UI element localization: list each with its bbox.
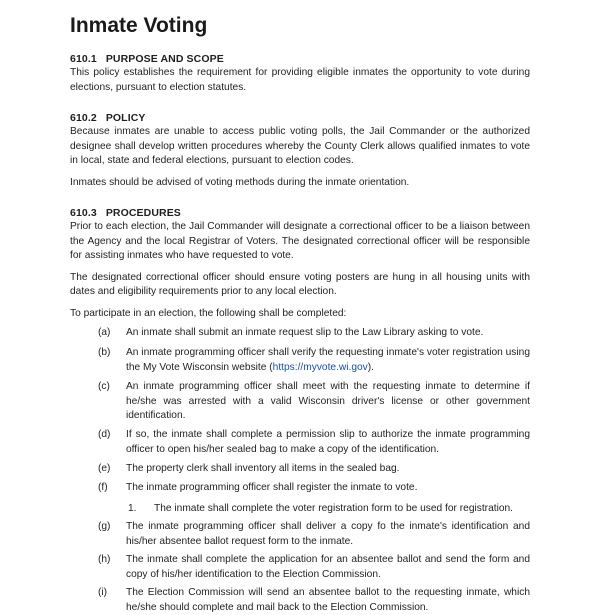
item-text: The inmate programming officer shall deliver a copy fo the inmate's identification and his/her absentee ballot request form to the inmate.: [126, 521, 530, 547]
section-heading: [70, 206, 530, 220]
list-item: [98, 553, 530, 582]
section-paragraph: Because inmates are unable to access public voting polls, the Jail Commander or the authorized designee shall develop written procedures whereby the County Clerk allows qualified inmates to vote in local, state and federal elections, pursuant to election codes.: [70, 126, 530, 166]
section-title: PURPOSE AND SCOPE: [105, 53, 224, 65]
item-label: (a): [98, 327, 111, 338]
list-item: [98, 481, 530, 496]
list-item: [98, 462, 530, 477]
item-text-after: ).: [367, 361, 375, 373]
item-text: [126, 346, 530, 375]
section-paragraph: The designated correctional officer should ensure voting posters are hung in all housing units with dates and eligibility requirements prior to any local election.: [70, 271, 530, 297]
section-procedures: [70, 206, 530, 321]
section-paragraph: Inmates should be advised of voting methods during the inmate orientation.: [70, 176, 410, 188]
section-policy: [70, 111, 530, 190]
section-purpose-and-scope: [70, 52, 530, 95]
list-item: [98, 380, 530, 424]
item-text: If so, the inmate shall complete a permission slip to authorize the inmate programming officer to open his/her sealed bag to make a copy of the identification.: [126, 429, 530, 455]
sub-list-item: [128, 502, 530, 517]
item-label: (b): [98, 347, 111, 358]
section-paragraph: Prior to each election, the Jail Commander will designate a correctional officer to be a liaison between the Agency and the local Registrar of Voters. The designated correctional officer will be responsible for assisting inmates who have requested to vote.: [70, 221, 530, 261]
item-label: (d): [98, 429, 111, 440]
item-label: (i): [98, 587, 108, 598]
list-item: [98, 326, 530, 341]
item-text: The property clerk shall inventory all items in the sealed bag.: [126, 463, 400, 474]
item-label: (f): [98, 482, 108, 493]
section-paragraph: This policy establishes the requirement for providing eligible inmates the opportunity to vote during elections, pursuant to election statutes.: [70, 67, 530, 93]
sub-item-label: 1.: [128, 503, 137, 514]
page-title: Inmate Voting: [70, 14, 208, 37]
section-number: 610.2: [70, 112, 97, 124]
section-number: 610.3: [70, 207, 97, 219]
list-item: [98, 428, 530, 457]
item-label: (h): [98, 554, 111, 565]
section-number: 610.1: [70, 53, 97, 65]
list-item: [98, 346, 530, 375]
section-title: PROCEDURES: [105, 207, 181, 219]
myvote-link[interactable]: https://myvote.wi.gov: [272, 361, 368, 373]
section-heading: [70, 52, 530, 66]
item-label: (c): [98, 381, 110, 392]
item-text: The inmate shall complete the application for an absentee ballot and send the form and copy of his/her identification to the Election Commission.: [126, 554, 530, 580]
item-text-before: An inmate programming officer shall verify the requesting inmate's voter registration using the My Vote Wisconsin website (: [126, 347, 530, 373]
section-heading: [70, 111, 530, 125]
section-title: POLICY: [105, 112, 146, 124]
item-text: An inmate shall submit an inmate request slip to the Law Library asking to vote.: [126, 327, 484, 338]
list-item: [98, 520, 530, 549]
item-label: (e): [98, 463, 111, 474]
list-item: [98, 586, 530, 615]
section-paragraph: To participate in an election, the following shall be completed:: [70, 307, 347, 319]
sub-item-text: The inmate shall complete the voter registration form to be used for registration.: [154, 503, 513, 514]
item-text: The Election Commission will send an absentee ballot to the requesting inmate, which he/she should complete and mail back to the Election Commission.: [126, 587, 530, 613]
item-text: An inmate programming officer shall meet with the requesting inmate to determine if he/she was arrested with a valid Wisconsin driver's license or other government identification.: [126, 381, 530, 421]
item-text: The inmate programming officer shall register the inmate to vote.: [126, 482, 418, 493]
item-label: (g): [98, 521, 111, 532]
